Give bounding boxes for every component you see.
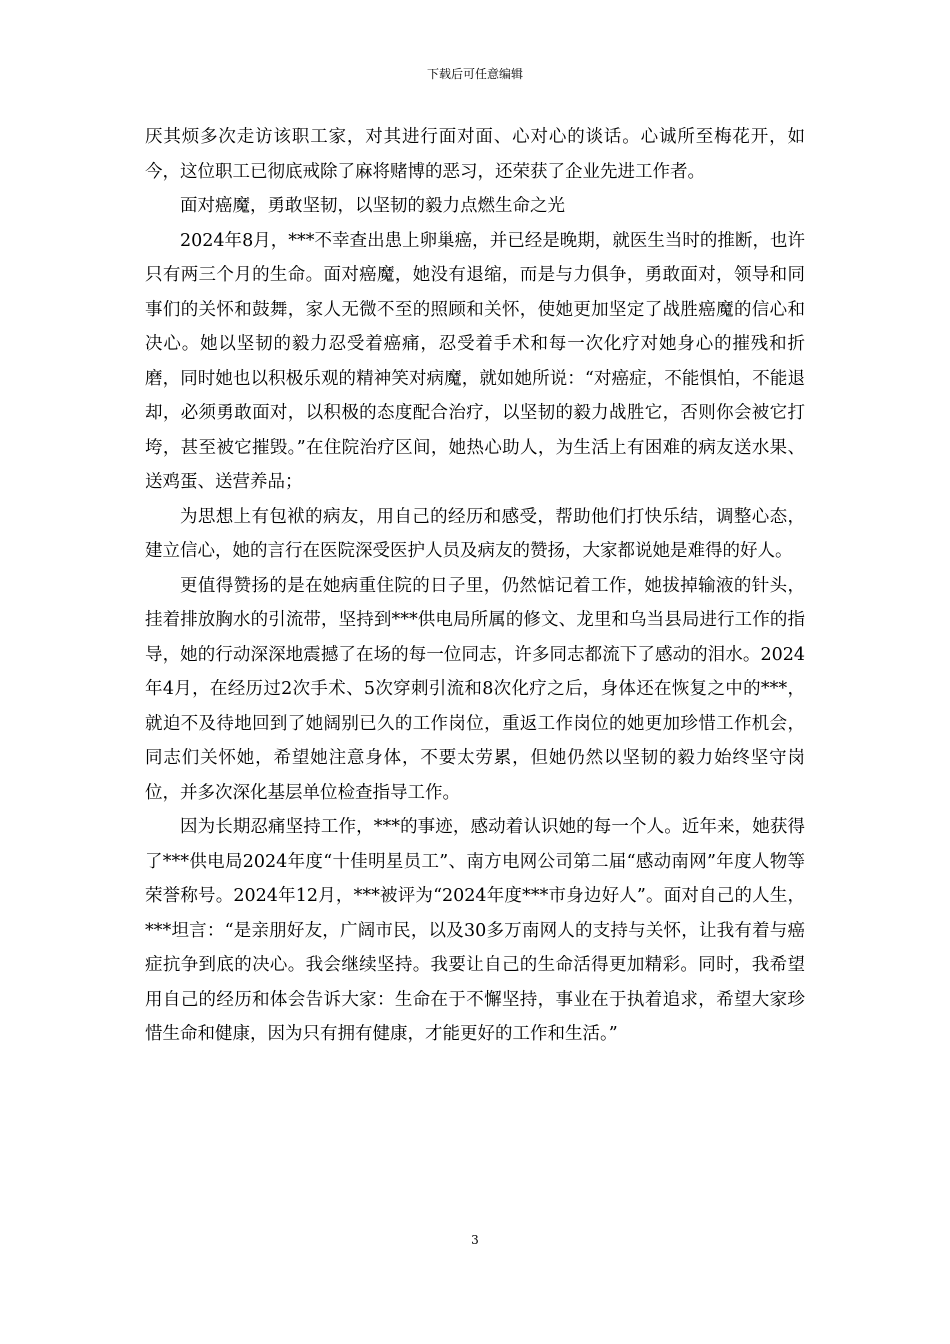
page-number: 3 xyxy=(471,1233,479,1247)
section-heading: 面对癌魔，勇敢坚韧，以坚韧的毅力点燃生命之光 xyxy=(180,196,565,216)
body-paragraph: 因为长期忍痛坚持工作，***的事迹，感动着认识她的每一个人。近年来，她获得了***供电局2024年度“十佳明星员工”、南方电网公司第二届“感动南网”年度人物等荣誉称号。2024年12月，***被评为“2024年度***市身边好人”。面对自己的人生，***坦言：“是亲朋好友，广阔市民，以及30多万南网人的支持与关怀，让我有着与癌症抗争到底的决心。我会继续坚持。我要让自己的生命活得更加精彩。同时，我希望用自己的经历和体会告诉大家：生命在于不懈坚持，事业在于执着追求，希望大家珍惜生命和健康，因为只有拥有健康，才能更好的工作和生活。” xyxy=(145,817,805,1044)
body-paragraph: 厌其烦多次走访该职工家，对其进行面对面、心对心的谈话。心诚所至梅花开，如今，这位职工已彻底戒除了麻将赌博的恶习，还荣获了企业先进工作者。 xyxy=(145,127,805,182)
body-paragraph: 2024年8月，***不幸查出患上卵巢癌，并已经是晚期，就医生当时的推断，也许只有两三个月的生命。面对癌魔，她没有退缩，而是与力俱争，勇敢面对，领导和同事们的关怀和鼓舞，家人无微不至的照顾和关怀，使她更加坚定了战胜癌魔的信心和决心。她以坚韧的毅力忍受着癌痛，忍受着手术和每一次化疗对她身心的摧残和折磨，同时她也以积极乐观的精神笑对病魔，就如她所说：“对癌症，不能惧怕，不能退却，必须勇敢面对，以积极的态度配合治疗，以坚韧的毅力战胜它，否则你会被它打垮，甚至被它摧毁。”在住院治疗区间，她热心助人，为生活上有困难的病友送水果、送鸡蛋、送营养品； xyxy=(145,230,805,492)
body-paragraph: 为思想上有包袱的病友，用自己的经历和感受，帮助他们打快乐结，调整心态，建立信心，她的言行在医院深受医护人员及病友的赞扬，大家都说她是难得的好人。 xyxy=(145,506,805,561)
body-paragraph: 更值得赞扬的是在她病重住院的日子里，仍然惦记着工作，她拔掉输液的针头，挂着排放胸水的引流带，坚持到***供电局所属的修文、龙里和乌当县局进行工作的指导，她的行动深深地震撼了在场的每一位同志，许多同志都流下了感动的泪水。2024年4月，在经历过2次手术、5次穿刺引流和8次化疗之后，身体还在恢复之中的***，就迫不及待地回到了她阔别已久的工作岗位，重返工作岗位的她更加珍惜工作机会，同志们关怀她，希望她注意身体，不要太劳累，但她仍然以坚韧的毅力始终坚守岗位，并多次深化基层单位检查指导工作。 xyxy=(145,575,805,803)
document-body xyxy=(145,120,805,1052)
page-header: 下载后可任意编辑 xyxy=(426,67,523,81)
